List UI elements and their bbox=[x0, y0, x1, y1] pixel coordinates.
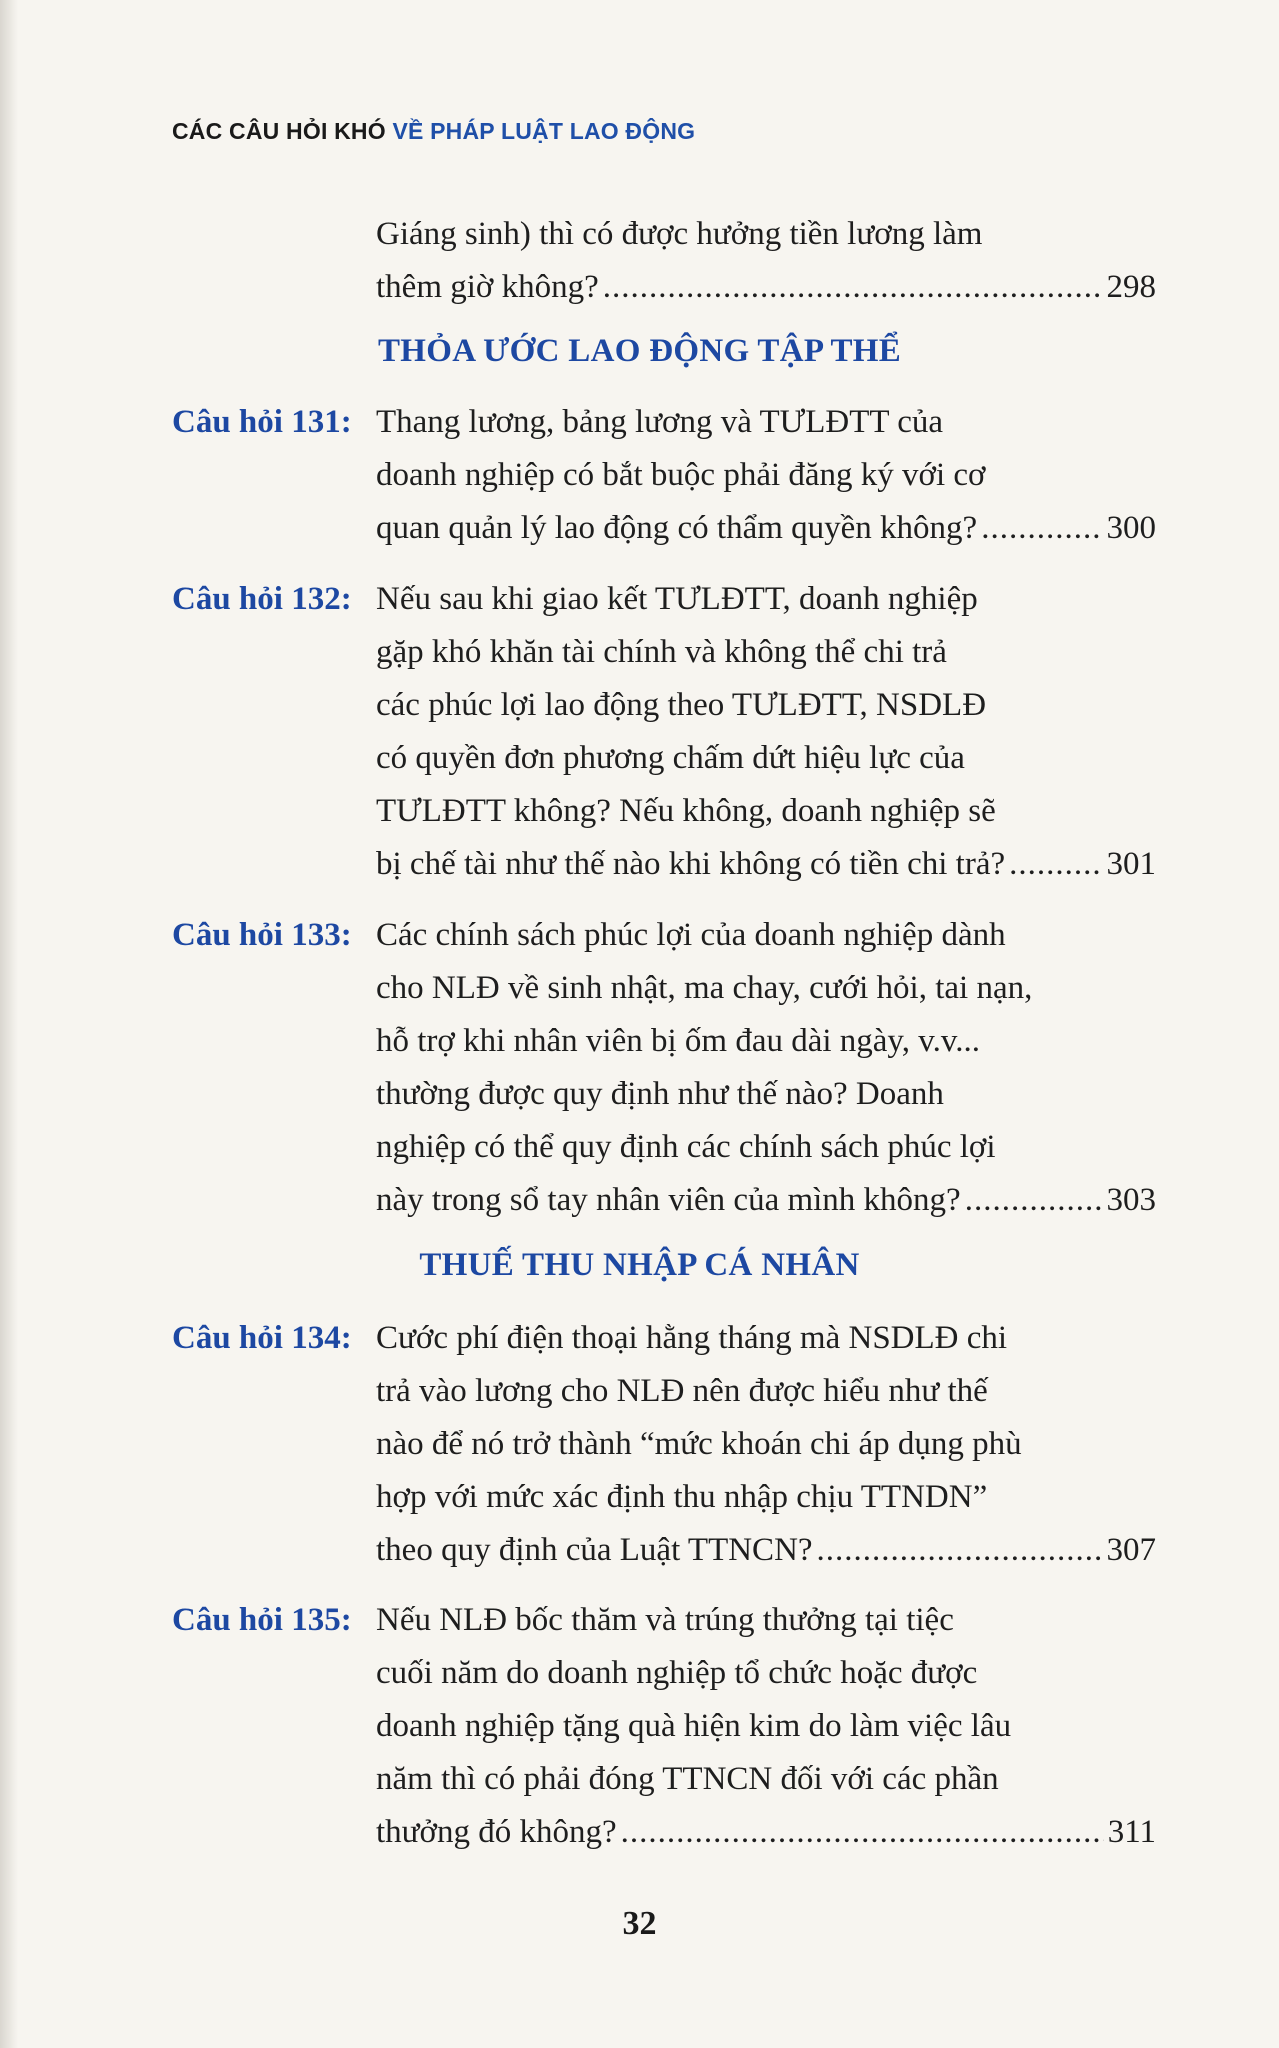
toc-line: năm thì có phải đóng TTNCN đối với các phần bbox=[376, 1761, 999, 1797]
question-label: Câu hỏi 134: bbox=[172, 1320, 352, 1356]
running-header-part1: CÁC CÂU HỎI KHÓ bbox=[172, 118, 386, 144]
toc-line: TƯLĐTT không? Nếu không, doanh nghiệp sẽ bbox=[376, 793, 996, 829]
toc-last-line bbox=[376, 1524, 1156, 1577]
page-gutter-shadow bbox=[0, 0, 18, 2048]
toc-line: cuối năm do doanh nghiệp tổ chức hoặc được bbox=[376, 1655, 978, 1691]
toc-line: Cước phí điện thoại hằng tháng mà NSDLĐ chi bbox=[376, 1320, 1008, 1356]
toc-last-line-text: quan quản lý lao động có thẩm quyền không? bbox=[376, 510, 978, 546]
question-label: Câu hỏi 132: bbox=[172, 581, 352, 617]
toc-line: Nếu sau khi giao kết TƯLĐTT, doanh nghiệp bbox=[376, 581, 978, 617]
toc-line: thường được quy định như thế nào? Doanh bbox=[376, 1076, 944, 1112]
toc-last-line bbox=[376, 1174, 1156, 1227]
running-header bbox=[172, 118, 695, 145]
leader-dots bbox=[603, 261, 1103, 314]
toc-last-line-text: theo quy định của Luật TTNCN? bbox=[376, 1532, 813, 1568]
toc-item-text bbox=[376, 573, 1156, 891]
toc-line: nào để nó trở thành “mức khoán chi áp dụng phù bbox=[376, 1426, 1022, 1462]
question-label: Câu hỏi 131: bbox=[172, 404, 352, 440]
toc-line: gặp khó khăn tài chính và không thể chi trả bbox=[376, 634, 947, 670]
toc-line: nghiệp có thể quy định các chính sách phúc lợi bbox=[376, 1129, 996, 1165]
toc-page-number: 298 bbox=[1106, 269, 1156, 305]
section-title-collective-agreement: THỎA ƯỚC LAO ĐỘNG TẬP THỂ bbox=[377, 333, 902, 369]
toc-item-text bbox=[376, 208, 1156, 314]
toc-last-line-text: thêm giờ không? bbox=[376, 269, 599, 305]
leader-dots bbox=[965, 1174, 1103, 1227]
toc-item-text bbox=[376, 1594, 1156, 1859]
toc-line: Các chính sách phúc lợi của doanh nghiệp dành bbox=[376, 917, 1006, 953]
toc-page-number: 307 bbox=[1106, 1532, 1156, 1568]
toc-last-line-text: này trong sổ tay nhân viên của mình không? bbox=[376, 1182, 961, 1218]
leader-dots bbox=[621, 1806, 1104, 1859]
toc-line: hợp với mức xác định thu nhập chịu TTNDN” bbox=[376, 1479, 988, 1515]
running-header-part2: VỀ PHÁP LUẬT LAO ĐỘNG bbox=[392, 118, 696, 144]
toc-page-number: 301 bbox=[1106, 846, 1156, 882]
leader-dots bbox=[817, 1524, 1103, 1577]
toc-last-line-text: bị chế tài như thế nào khi không có tiền chi trả? bbox=[376, 846, 1006, 882]
toc-item-text bbox=[376, 1312, 1156, 1577]
section-title-personal-income-tax: THUẾ THU NHẬP CÁ NHÂN bbox=[419, 1247, 860, 1283]
toc-page-number: 303 bbox=[1106, 1182, 1156, 1218]
toc-last-line bbox=[376, 838, 1156, 891]
toc-line: doanh nghiệp có bắt buộc phải đăng ký với cơ bbox=[376, 457, 986, 493]
toc-line: có quyền đơn phương chấm dứt hiệu lực của bbox=[376, 740, 965, 776]
toc-line: Thang lương, bảng lương và TƯLĐTT của bbox=[376, 404, 944, 440]
toc-last-line-text: thưởng đó không? bbox=[376, 1814, 617, 1850]
toc-line: Giáng sinh) thì có được hưởng tiền lương làm bbox=[376, 216, 983, 252]
leader-dots bbox=[1009, 838, 1102, 891]
toc-item-text bbox=[376, 396, 1156, 555]
toc-page-number: 311 bbox=[1107, 1814, 1156, 1850]
toc-item-text bbox=[376, 909, 1156, 1227]
toc-page-number: 300 bbox=[1106, 510, 1156, 546]
toc-line: cho NLĐ về sinh nhật, ma chay, cưới hỏi, tai nạn, bbox=[376, 970, 1033, 1006]
toc-line: doanh nghiệp tặng quà hiện kim do làm việc lâu bbox=[376, 1708, 1012, 1744]
toc-line: các phúc lợi lao động theo TƯLĐTT, NSDLĐ bbox=[376, 687, 987, 723]
toc-line: trả vào lương cho NLĐ nên được hiểu như thế bbox=[376, 1373, 988, 1409]
question-label: Câu hỏi 133: bbox=[172, 917, 352, 953]
toc-line: Nếu NLĐ bốc thăm và trúng thưởng tại tiệc bbox=[376, 1602, 954, 1638]
question-label: Câu hỏi 135: bbox=[172, 1602, 352, 1638]
toc-last-line bbox=[376, 1806, 1156, 1859]
toc-last-line bbox=[376, 261, 1156, 314]
toc-last-line bbox=[376, 502, 1156, 555]
toc-line: hỗ trợ khi nhân viên bị ốm đau dài ngày, v.v... bbox=[376, 1023, 981, 1059]
page-number: 32 bbox=[622, 1905, 657, 1942]
leader-dots bbox=[981, 502, 1102, 555]
